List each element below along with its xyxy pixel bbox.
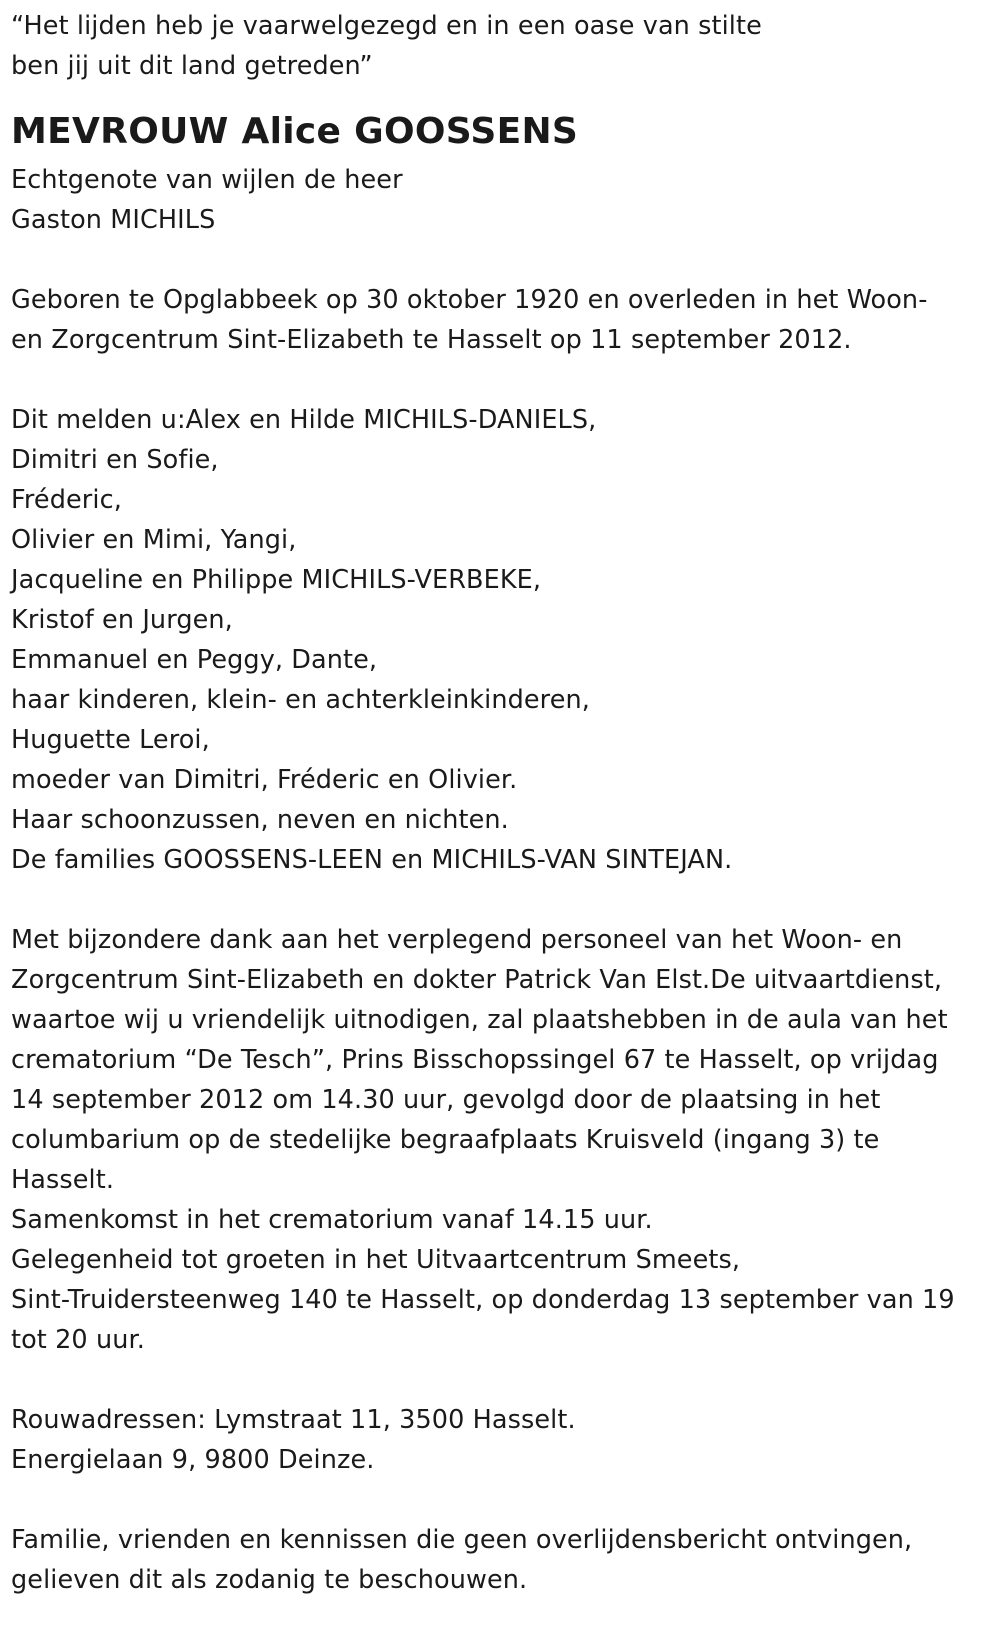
- spacer: [11, 240, 990, 280]
- family-line: Emmanuel en Peggy, Dante,: [11, 645, 378, 675]
- opening-quote: [11, 6, 990, 86]
- closing-line: gelieven dit als zodanig te beschouwen.: [11, 1565, 528, 1595]
- spacer: [11, 360, 990, 400]
- service-line: tot 20 uur.: [11, 1325, 145, 1355]
- family-line: haar kinderen, klein- en achterkleinkinderen,: [11, 685, 590, 715]
- family-line: Kristof en Jurgen,: [11, 605, 233, 635]
- service-line: Samenkomst in het crematorium vanaf 14.15 uur.: [11, 1205, 653, 1235]
- closing-line: Familie, vrienden en kennissen die geen overlijdensbericht ontvingen,: [11, 1525, 913, 1555]
- family-line: Olivier en Mimi, Yangi,: [11, 525, 297, 555]
- service-line: Sint-Truidersteenweg 140 te Hasselt, op donderdag 13 september van 19: [11, 1285, 955, 1315]
- spouse-line: Echtgenote van wijlen de heer: [11, 165, 403, 195]
- service-line: crematorium “De Tesch”, Prins Bisschopssingel 67 te Hasselt, op vrijdag: [11, 1045, 939, 1075]
- service-line: Met bijzondere dank aan het verplegend personeel van het Woon- en: [11, 925, 903, 955]
- spacer: [11, 1360, 990, 1400]
- spouse-info: [11, 160, 990, 240]
- quote-line: ben jij uit dit land getreden”: [11, 51, 373, 81]
- family-line: Dimitri en Sofie,: [11, 445, 219, 475]
- family-line: Jacqueline en Philippe MICHILS-VERBEKE,: [11, 565, 542, 595]
- closing-note: [11, 1520, 990, 1600]
- spouse-line: Gaston MICHILS: [11, 205, 216, 235]
- service-line: Zorgcentrum Sint-Elizabeth en dokter Patrick Van Elst.De uitvaartdienst,: [11, 965, 943, 995]
- address-line: Energielaan 9, 9800 Deinze.: [11, 1445, 375, 1475]
- deceased-name: MEVROUW Alice GOOSSENS: [11, 111, 579, 152]
- family-line: Fréderic,: [11, 485, 122, 515]
- birth-death-line: en Zorgcentrum Sint-Elizabeth te Hasselt op 11 september 2012.: [11, 325, 852, 355]
- address-line: Rouwadressen: Lymstraat 11, 3500 Hasselt.: [11, 1405, 576, 1435]
- service-line: waartoe wij u vriendelijk uitnodigen, zal plaatshebben in de aula van het: [11, 1005, 948, 1035]
- birth-death-line: Geboren te Opglabbeek op 30 oktober 1920 en overleden in het Woon-: [11, 285, 928, 315]
- family-line: De families GOOSSENS-LEEN en MICHILS-VAN SINTEJAN.: [11, 845, 733, 875]
- service-info: [11, 920, 990, 1360]
- birth-death-info: [11, 280, 990, 360]
- family-line: moeder van Dimitri, Fréderic en Olivier.: [11, 765, 518, 795]
- spacer: [11, 880, 990, 920]
- family-list: [11, 400, 990, 880]
- family-line: Dit melden u:Alex en Hilde MICHILS-DANIELS,: [11, 405, 597, 435]
- spacer: [11, 1480, 990, 1520]
- quote-line: “Het lijden heb je vaarwelgezegd en in een oase van stilte: [11, 11, 762, 41]
- service-line: 14 september 2012 om 14.30 uur, gevolgd door de plaatsing in het: [11, 1085, 881, 1115]
- service-line: Hasselt.: [11, 1165, 115, 1195]
- mourning-addresses: [11, 1400, 990, 1480]
- service-line: columbarium op de stedelijke begraafplaats Kruisveld (ingang 3) te: [11, 1125, 880, 1155]
- family-line: Haar schoonzussen, neven en nichten.: [11, 805, 509, 835]
- service-line: Gelegenheid tot groeten in het Uitvaartcentrum Smeets,: [11, 1245, 741, 1275]
- family-line: Huguette Leroi,: [11, 725, 210, 755]
